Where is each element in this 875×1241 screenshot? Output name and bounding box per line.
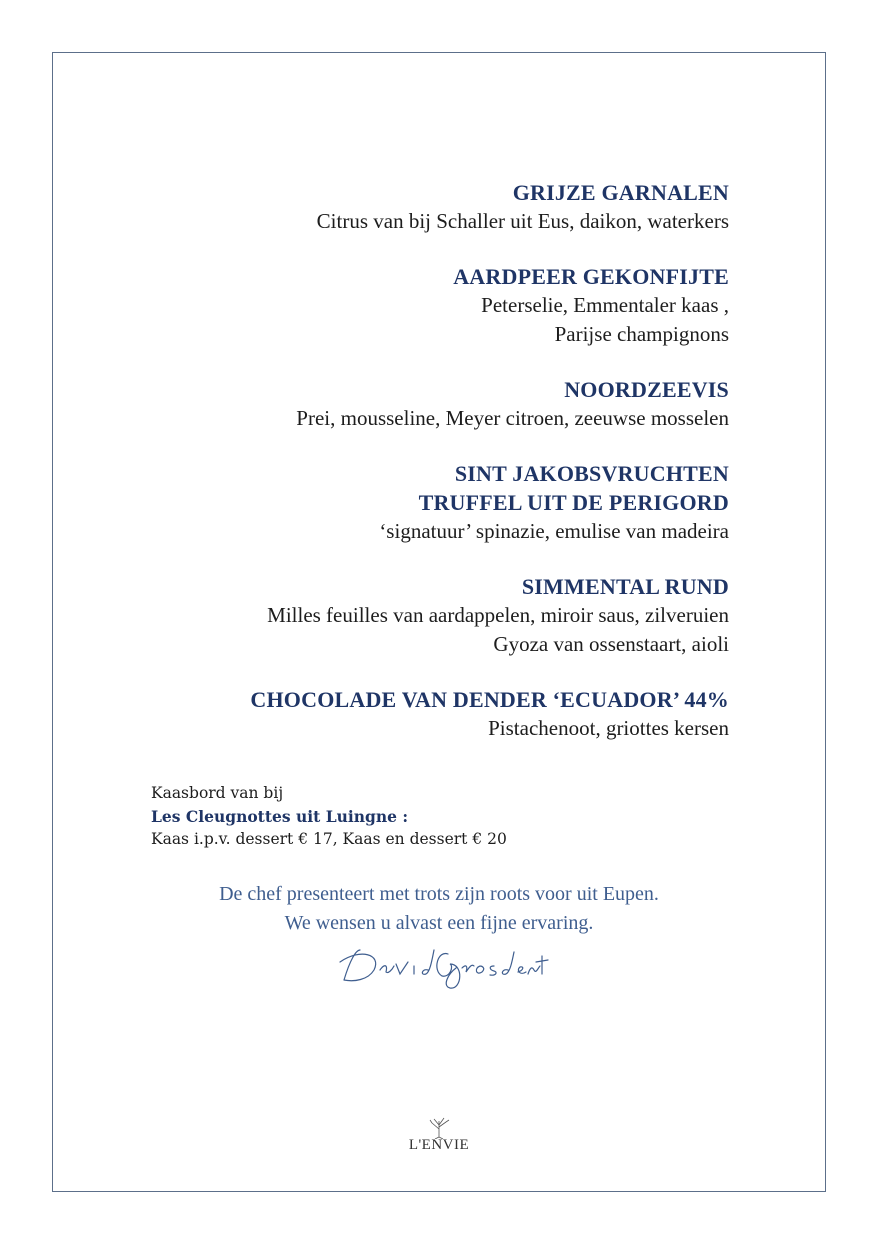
tree-icon [404,1115,474,1139]
course-title-secondary: TRUFFEL UIT DE PERIGORD [418,490,729,515]
course-description: ‘signatuur’ spinazie, emulise van madeira [379,519,729,543]
course-description: Peterselie, Emmentaler kaas , [481,293,729,317]
course-aardpeer [129,262,729,349]
course-title: NOORDZEEVIS [564,377,729,402]
cheese-board-note [151,782,507,851]
course-title: SINT JAKOBSVRUCHTEN [454,461,729,486]
cheese-intro: Kaasbord van bij [151,784,284,802]
logo-text: L'ENVIE [408,1137,470,1153]
course-title: CHOCOLADE VAN DENDER ‘ECUADOR’ 44% [250,687,729,712]
course-description: Gyoza van ossenstaart, aioli [493,632,729,656]
course-title: AARDPEER GEKONFIJTE [453,264,729,289]
course-simmental-rund [129,572,729,659]
restaurant-logo [404,1115,474,1163]
closing-line-2: We wensen u alvast een fijne ervaring. [284,912,594,934]
cheese-supplier: Les Cleugnottes uit Luingne : [151,807,409,826]
closing-message [52,880,826,938]
course-title: GRIJZE GARNALEN [512,180,729,205]
course-description: Prei, mousseline, Meyer citroen, zeeuwse mosselen [296,406,729,430]
course-sint-jakobsvruchten [129,459,729,546]
course-grijze-garnalen [129,178,729,236]
course-description: Milles feuilles van aardappelen, miroir saus, zilveruien [267,603,729,627]
course-title: SIMMENTAL RUND [521,574,729,599]
cheese-prices: Kaas i.p.v. dessert € 17, Kaas en dessert € 20 [151,830,507,848]
chef-signature [330,940,550,990]
menu-list [129,178,729,769]
course-noordzeevis [129,375,729,433]
course-chocolade [129,685,729,743]
course-description: Pistachenoot, griottes kersen [488,716,729,740]
course-description: Parijse champignons [554,322,729,346]
closing-line-1: De chef presenteert met trots zijn roots voor uit Eupen. [219,883,659,905]
course-description: Citrus van bij Schaller uit Eus, daikon, waterkers [316,209,729,233]
